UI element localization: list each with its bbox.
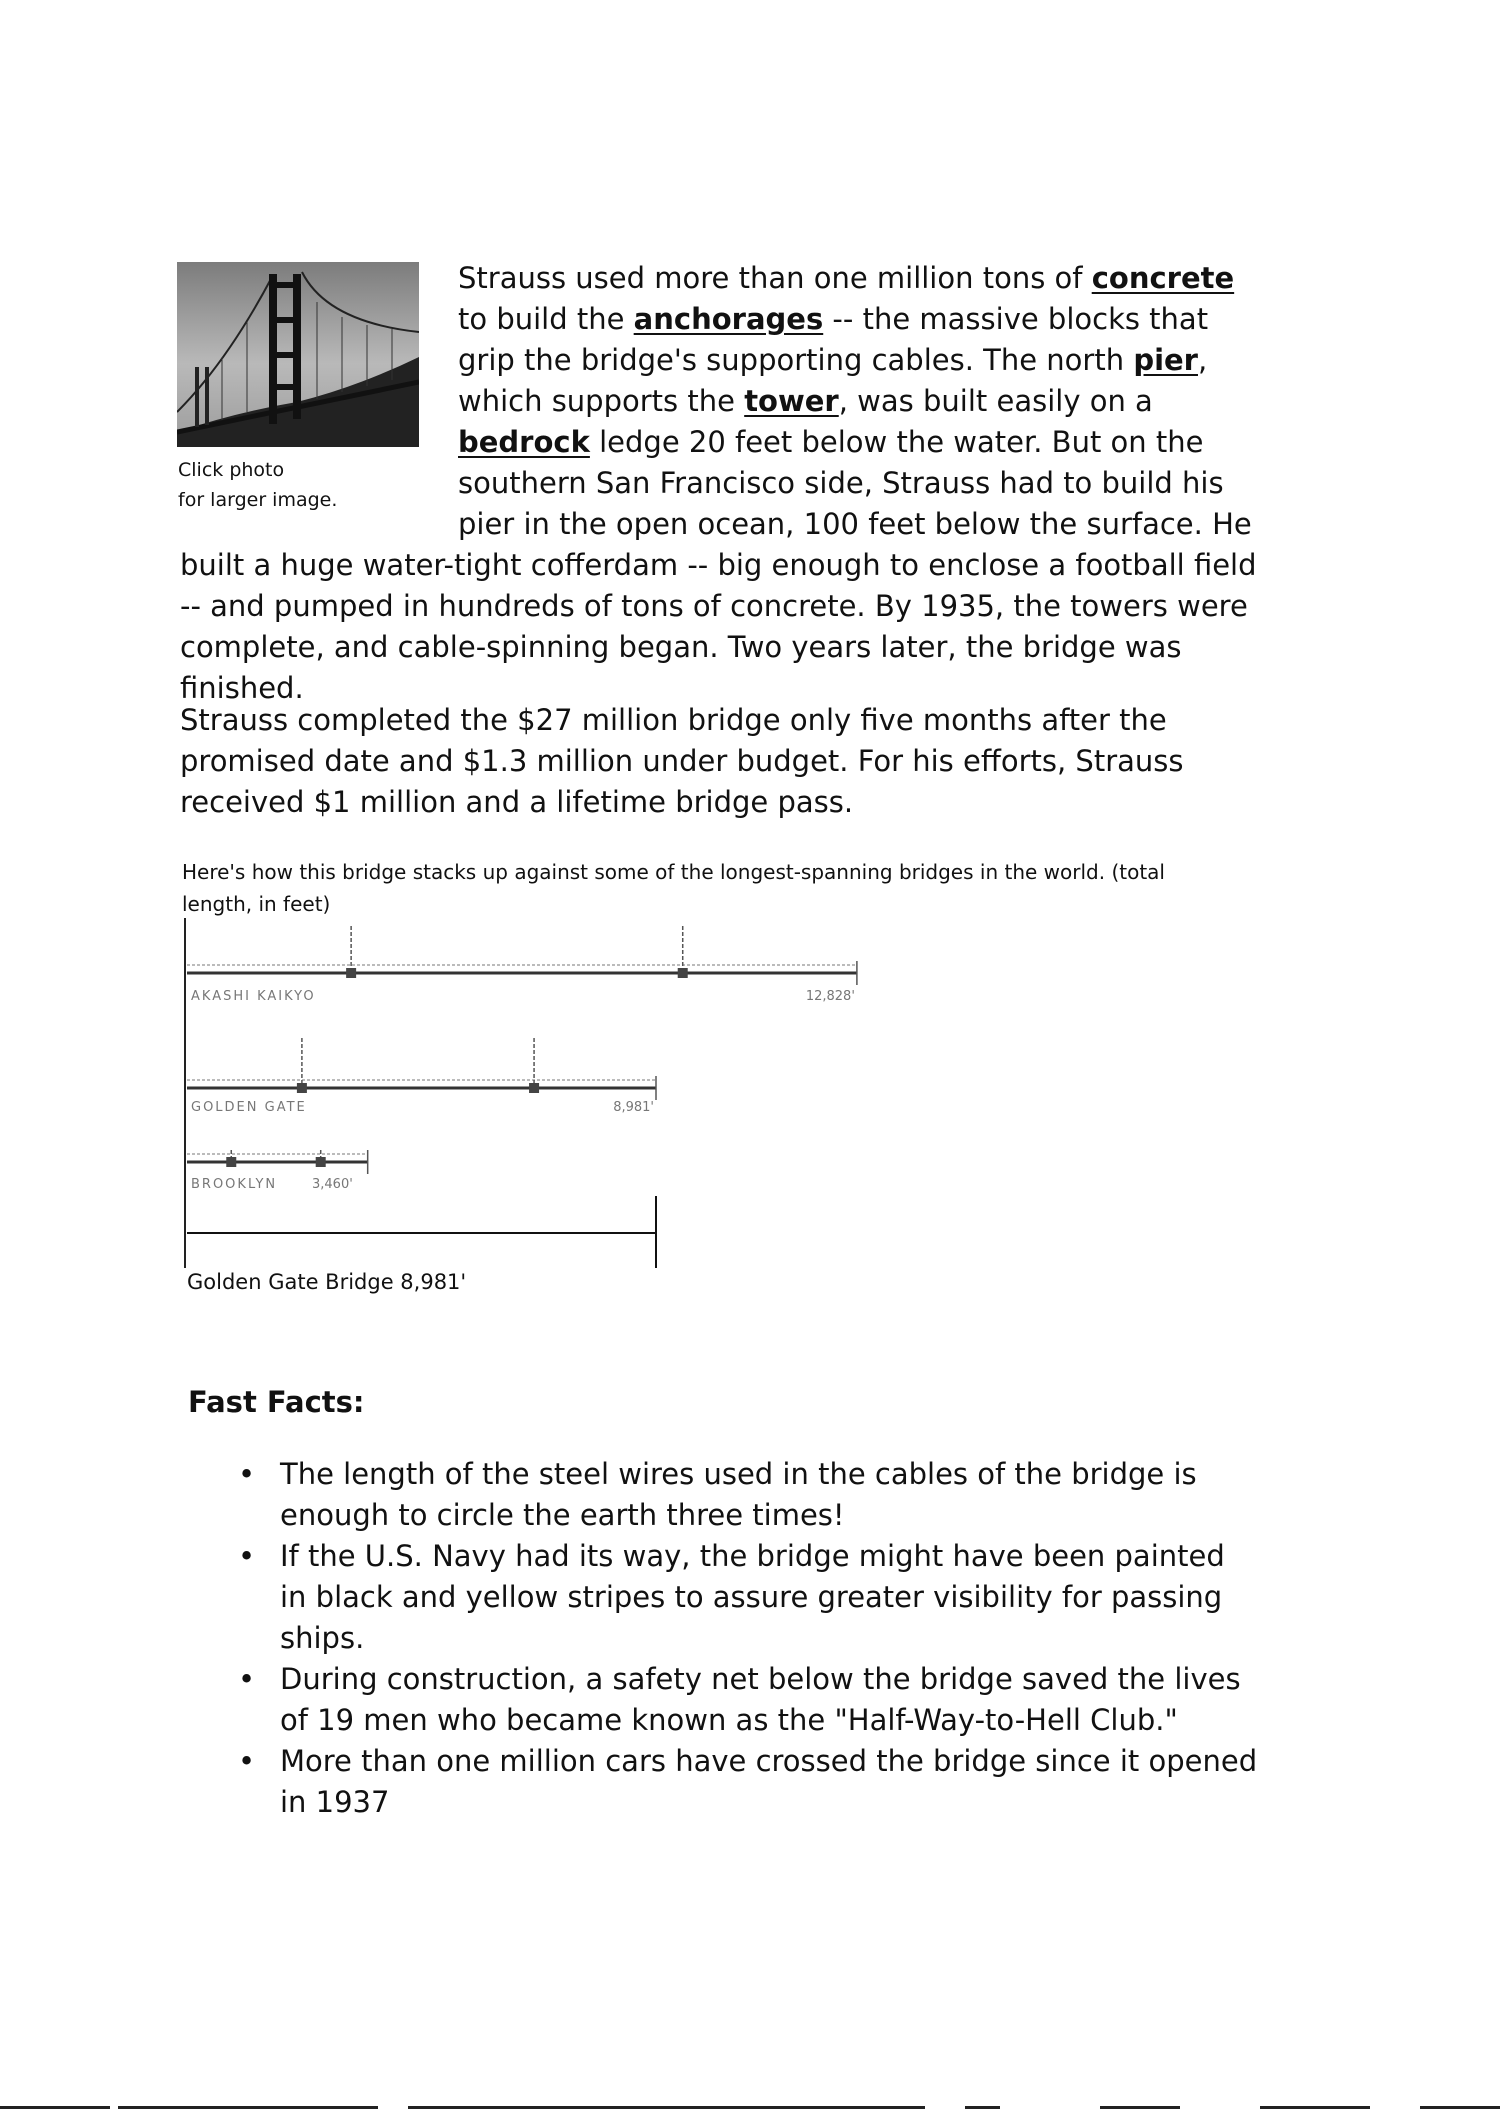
bridge-length-chart [180,918,900,1278]
bridge-tower-base [226,1157,236,1167]
bridge-value-label: 12,828' [805,989,855,1004]
fast-fact-item [238,1454,1260,1536]
footer-rule-gap [1370,2103,1420,2112]
bridge-tower-base [316,1157,326,1167]
paragraph-text: Strauss used more than one million tons of [458,261,1092,295]
chart-scale-label: Golden Gate Bridge 8,981' [187,1270,467,1294]
link-anchorages[interactable]: anchorages [633,302,824,336]
paragraph-text: , was built easily on a [838,384,1153,418]
fast-fact-text: If the U.S. Navy had its way, the bridge might have been painted in black and yellow stripes to assure greater visibility for passing ships. [280,1539,1225,1655]
bridge-name-label: BROOKLYN [191,1177,278,1192]
link-bedrock[interactable]: bedrock [458,425,590,459]
footer-rule [0,2106,1500,2109]
bridge-tower-base [297,1083,307,1093]
paragraph-text: , which supports the [458,343,1208,418]
link-pier[interactable]: pier [1133,343,1198,377]
bullet-icon: • [238,1539,256,1573]
bullet-icon: • [238,1662,256,1696]
footer-rule-gap [378,2103,408,2112]
bullet-icon: • [238,1457,256,1491]
bridge-tower-base [529,1083,539,1093]
fast-fact-text: The length of the steel wires used in the cables of the bridge is enough to circle the earth three times! [280,1457,1197,1532]
fast-fact-item [238,1659,1260,1741]
footer-rule-gap [925,2103,965,2112]
photo-caption-line1: Click photo [178,459,285,481]
paragraph-text: -- the massive blocks that grip the bridge's supporting cables. The north [458,302,1209,377]
comparison-intro: Here's how this bridge stacks up against some of the longest-spanning bridges in the world. (total length, in feet) [182,860,1165,916]
bullet-icon: • [238,1744,256,1778]
bridge-name-label: GOLDEN GATE [191,1100,307,1115]
link-concrete[interactable]: concrete [1091,261,1235,295]
fast-facts-title: Fast Facts: [188,1385,365,1419]
fast-facts-list [180,1454,1260,1823]
bridge-tower-base [346,968,356,978]
fast-fact-item [238,1536,1260,1659]
budget-paragraph: Strauss completed the $27 million bridge only five months after the promised date and $1.3 million under budget. For his efforts, Strauss received $1 million and a lifetime bridge pass. [180,703,1184,819]
link-tower[interactable]: tower [744,384,839,418]
fast-fact-item [238,1741,1260,1823]
bridge-value-label: 3,460' [312,1177,353,1192]
fast-fact-text: During construction, a safety net below the bridge saved the lives of 19 men who became known as the "Half-Way-to-Hell Club." [280,1662,1241,1737]
fast-fact-text: More than one million cars have crossed the bridge since it opened in 1937 [280,1744,1258,1819]
bridge-value-label: 8,981' [613,1100,654,1115]
footer-rule-gap [110,2103,118,2112]
paragraph-text: ledge 20 feet below the water. But on the southern San Francisco side, Strauss had to build his pier in the open ocean, 100 feet below the surface. He built a huge water-tight cofferdam -- big enough to enclose a football field -- and pumped in hundreds of tons of concrete. By 1935, the towers were complete, and cable-spinning began. Two years later, the bridge was finished. [180,425,1257,705]
footer-rule-gap [1180,2103,1260,2112]
paragraph-text: to build the [458,302,634,336]
construction-paragraph [180,258,1260,709]
bridge-tower-base [678,968,688,978]
bridge-name-label: AKASHI KAIKYO [191,989,316,1004]
footer-rule-gap [1000,2103,1100,2112]
photo-caption-line2: for larger image. [178,489,338,511]
